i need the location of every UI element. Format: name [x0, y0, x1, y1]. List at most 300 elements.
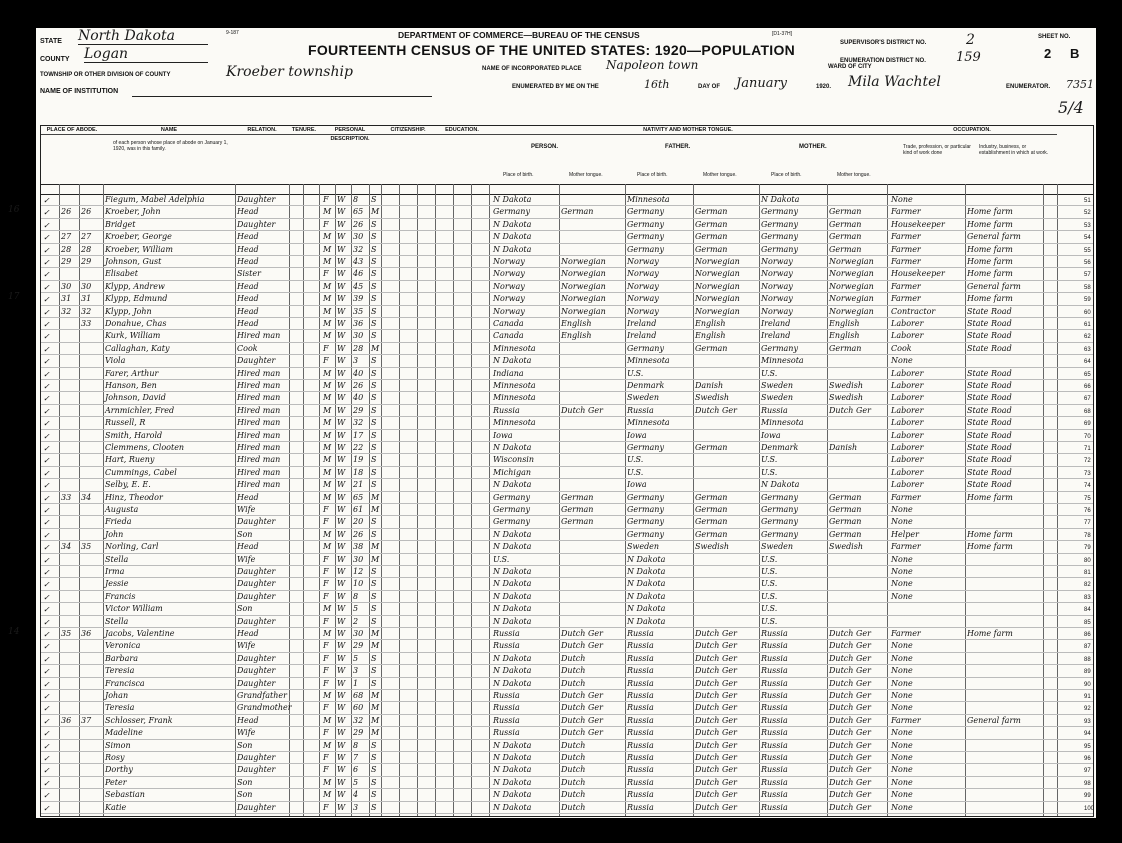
cell-mbirth: Russia	[761, 629, 788, 638]
cell-birth: Russia	[493, 703, 520, 713]
cell-name: Russell, R	[105, 418, 146, 428]
checkmark-icon: ✓	[43, 667, 50, 677]
cell-race: W	[337, 653, 346, 663]
person-tongue-head: Mother tongue.	[569, 172, 603, 178]
cell-race: W	[337, 356, 346, 366]
cell-name: Donahue, Chas	[105, 319, 167, 328]
table-row	[41, 789, 1093, 801]
cell-mbirth: Germany	[761, 517, 798, 527]
cell-family: 28	[81, 244, 92, 254]
cell-tongue: Dutch Ger	[561, 629, 603, 638]
cell-name: Dorthy	[105, 765, 133, 775]
checkmark-icon: ✓	[43, 654, 50, 664]
cell-tongue: Dutch	[561, 666, 586, 676]
cell-rel: Head	[237, 542, 259, 552]
cell-occ: Farmer	[891, 281, 921, 291]
cell-tongue: Dutch	[561, 802, 586, 812]
cell-birth: Norway	[493, 269, 525, 279]
cell-rel: Daughter	[237, 753, 276, 762]
cell-rel: Hired man	[237, 368, 281, 378]
margin-mark: 17	[8, 292, 20, 303]
cell-mbirth: Sweden	[761, 542, 794, 552]
cell-birth: Russia	[493, 641, 520, 651]
cell-mtongue: Dutch Ger	[829, 678, 871, 688]
cell-name: Teresia	[105, 666, 135, 676]
cell-occ: None	[891, 517, 913, 527]
cell-fbirth: Sweden	[627, 393, 660, 403]
cell-mtongue: Dutch Ger	[829, 728, 871, 738]
cell-mtongue: Dutch Ger	[829, 666, 871, 676]
cell-occ: Laborer	[891, 480, 924, 490]
cell-tongue: Norwegian	[561, 306, 606, 316]
cell-rel: Daughter	[237, 219, 276, 229]
cell-occ: Helper	[891, 529, 919, 539]
cell-ind: State Road	[967, 393, 1012, 403]
cell-mtongue: Swedish	[829, 381, 863, 390]
cell-age: 17	[353, 430, 364, 440]
cell-mtongue: Dutch Ger	[829, 691, 871, 700]
cell-age: 5	[353, 653, 359, 663]
table-row	[41, 268, 1093, 280]
table-row	[41, 603, 1093, 615]
cell-ms: S	[371, 443, 377, 452]
cell-mbirth: Russia	[761, 703, 788, 713]
line-number: 54	[1084, 235, 1091, 242]
cell-fbirth: U.S.	[627, 467, 644, 477]
cell-dwelling: 30	[61, 281, 72, 291]
cell-rel: Head	[237, 294, 259, 304]
cell-race: W	[337, 641, 346, 651]
cell-tongue: German	[561, 492, 594, 502]
cell-name: Callaghan, Katy	[105, 343, 170, 353]
enumerator-name: Mila Wachtel	[848, 74, 941, 90]
line-number: 80	[1084, 557, 1091, 564]
cell-family: 30	[81, 281, 92, 291]
cell-mtongue: Dutch Ger	[829, 703, 871, 713]
cell-ftongue: Swedish	[695, 542, 729, 552]
cell-family: 31	[81, 294, 92, 304]
cell-ms: S	[371, 653, 377, 663]
cell-birth: N Dakota	[493, 790, 532, 800]
cell-rel: Hired man	[237, 405, 281, 415]
cell-ms: S	[371, 455, 377, 465]
cell-name: Hart, Rueny	[105, 455, 155, 465]
department-line: DEPARTMENT OF COMMERCE—BUREAU OF THE CENSUS	[398, 30, 640, 40]
table-row	[41, 293, 1093, 305]
cell-ftongue: Dutch Ger	[695, 405, 737, 415]
cell-tongue: Dutch	[561, 740, 586, 750]
table-row	[41, 554, 1093, 566]
line-number: 93	[1084, 718, 1091, 725]
checkmark-icon: ✓	[43, 295, 50, 305]
cell-sex: M	[323, 281, 332, 291]
line-number: 70	[1084, 433, 1091, 440]
checkmark-icon: ✓	[43, 605, 50, 615]
cell-name: Katie	[105, 802, 127, 812]
place-label: NAME OF INCORPORATED PLACE	[482, 66, 582, 72]
cell-sex: M	[323, 529, 332, 539]
institution-line	[132, 96, 432, 97]
checkmark-icon: ✓	[43, 369, 50, 379]
cell-race: W	[337, 753, 346, 762]
cell-ind: Home farm	[967, 244, 1013, 254]
cell-race: W	[337, 281, 346, 291]
enumerated-month: January	[736, 76, 788, 91]
name-column-desc: of each person whose place of abode on January 1, 1920, was in this family.	[113, 140, 228, 152]
checkmark-icon: ✓	[43, 270, 50, 280]
cell-ms: S	[371, 219, 377, 229]
cell-tongue: Dutch	[561, 777, 586, 787]
cell-occ: None	[891, 666, 913, 676]
line-number: 62	[1084, 334, 1091, 341]
cell-mbirth: U.S.	[761, 591, 778, 601]
cell-race: W	[337, 691, 346, 700]
cell-occ: None	[891, 740, 913, 750]
cell-age: 26	[353, 381, 364, 390]
cell-birth: N Dakota	[493, 579, 532, 589]
cell-birth: Germany	[493, 207, 530, 217]
cell-fbirth: Germany	[627, 505, 664, 514]
line-number: 66	[1084, 384, 1091, 390]
cell-name: Fiegum, Mabel Adelphia	[105, 195, 205, 204]
cell-rel: Cook	[237, 343, 258, 353]
cell-sex: M	[323, 306, 332, 316]
cell-name: Johan	[105, 691, 129, 700]
cell-ftongue: English	[695, 319, 726, 328]
cell-birth: N Dakota	[493, 480, 532, 490]
cell-occ: Laborer	[891, 467, 924, 477]
cell-name: Rosy	[105, 753, 125, 762]
cell-age: 61	[353, 505, 364, 514]
cell-tongue: Norwegian	[561, 294, 606, 304]
line-number: 94	[1084, 731, 1091, 738]
cell-sex: F	[323, 678, 329, 688]
cell-age: 39	[353, 294, 364, 304]
cell-ms: S	[371, 381, 377, 390]
line-number: 91	[1084, 694, 1091, 700]
cell-fbirth: Russia	[627, 802, 654, 812]
township-value: Kroeber township	[226, 64, 353, 80]
group-citizenship: CITIZENSHIP.	[381, 126, 435, 135]
cell-rel: Hired man	[237, 467, 281, 477]
cell-ms: S	[371, 269, 377, 279]
cell-age: 60	[353, 703, 364, 713]
cell-name: Klypp, Andrew	[105, 281, 165, 291]
line-number: 65	[1084, 371, 1091, 378]
line-number: 69	[1084, 421, 1091, 428]
cell-birth: Russia	[493, 629, 520, 638]
checkmark-icon: ✓	[43, 679, 50, 689]
cell-sex: F	[323, 765, 329, 775]
cell-race: W	[337, 232, 346, 242]
cell-family: 29	[81, 257, 92, 266]
cell-mbirth: Sweden	[761, 381, 794, 390]
cell-birth: Germany	[493, 492, 530, 502]
line-number: 67	[1084, 396, 1091, 403]
line-number: 86	[1084, 632, 1091, 638]
cell-age: 65	[353, 207, 364, 217]
line-number: 61	[1084, 322, 1091, 328]
cell-age: 4	[353, 790, 359, 800]
cell-mbirth: U.S.	[761, 467, 778, 477]
line-number: 85	[1084, 619, 1091, 626]
cell-ftongue: Dutch Ger	[695, 641, 737, 651]
cell-dwelling: 34	[61, 542, 72, 552]
cell-mtongue: German	[829, 207, 862, 217]
cell-race: W	[337, 517, 346, 527]
cell-occ: Farmer	[891, 542, 921, 552]
cell-mbirth: Russia	[761, 691, 788, 700]
table-row	[41, 752, 1093, 764]
cell-ms: S	[371, 244, 377, 254]
cell-ind: State Road	[967, 343, 1012, 353]
cell-sex: M	[323, 492, 332, 502]
cell-ftongue: Dutch Ger	[695, 765, 737, 775]
cell-mbirth: Denmark	[761, 443, 799, 452]
father-tongue-head: Mother tongue.	[703, 172, 737, 178]
table-row	[41, 764, 1093, 776]
cell-age: 36	[353, 319, 364, 328]
cell-race: W	[337, 616, 346, 626]
cell-occ: Laborer	[891, 405, 924, 415]
cell-race: W	[337, 492, 346, 502]
cell-rel: Daughter	[237, 616, 276, 626]
cell-fbirth: N Dakota	[627, 591, 666, 601]
cell-ind: Home farm	[967, 269, 1013, 279]
cell-mbirth: Ireland	[761, 331, 791, 341]
cell-ftongue: Dutch Ger	[695, 753, 737, 762]
cell-birth: Minnesota	[493, 381, 536, 390]
cell-mtongue: Norwegian	[829, 281, 874, 291]
cell-age: 43	[353, 257, 364, 266]
cell-tongue: English	[561, 319, 592, 328]
cell-ms: S	[371, 678, 377, 688]
cell-name: Frieda	[105, 517, 132, 527]
cell-ftongue: German	[695, 244, 728, 254]
cell-race: W	[337, 319, 346, 328]
cell-name: Hinz, Theodor	[105, 492, 163, 502]
cell-rel: Hired man	[237, 455, 281, 465]
cell-fbirth: Russia	[627, 678, 654, 688]
checkmark-icon: ✓	[43, 778, 50, 788]
cell-tongue: Dutch Ger	[561, 703, 603, 713]
cell-rel: Daughter	[237, 765, 276, 775]
cell-birth: N Dakota	[493, 356, 532, 366]
cell-mtongue: German	[829, 232, 862, 242]
cell-name: Elisabet	[105, 269, 138, 279]
cell-age: 8	[353, 591, 359, 601]
line-number: 57	[1084, 272, 1091, 279]
cell-birth: N Dakota	[493, 244, 532, 254]
cell-ms: S	[371, 517, 377, 527]
checkmark-icon: ✓	[43, 803, 50, 813]
cell-name: Augusta	[105, 505, 139, 514]
cell-name: Schlosser, Frank	[105, 715, 173, 725]
cell-ftongue: Dutch Ger	[695, 678, 737, 688]
cell-mbirth: Russia	[761, 753, 788, 762]
cell-sex: M	[323, 430, 332, 440]
cell-ms: M	[371, 691, 380, 700]
line-number: 59	[1084, 297, 1091, 304]
cell-ms: S	[371, 405, 377, 415]
cell-birth: N Dakota	[493, 567, 532, 576]
cell-ms: S	[371, 306, 377, 316]
cell-race: W	[337, 666, 346, 676]
cell-birth: Norway	[493, 294, 525, 304]
mother-birth-head: Place of birth.	[771, 172, 802, 178]
form-number: 9-187	[226, 30, 239, 36]
checkmark-icon: ✓	[43, 320, 50, 329]
cell-name: Veronica	[105, 641, 141, 651]
cell-age: 30	[353, 331, 364, 341]
cell-family: 33	[81, 319, 92, 328]
table-row	[41, 256, 1093, 268]
line-number: 81	[1084, 570, 1091, 576]
cell-ms: S	[371, 430, 377, 440]
cell-ftongue: Norwegian	[695, 281, 740, 291]
group-education: EDUCATION.	[435, 126, 489, 135]
cell-birth: N Dakota	[493, 777, 532, 787]
cell-sex: M	[323, 715, 332, 725]
cell-sex: M	[323, 740, 332, 750]
cell-mtongue: Norwegian	[829, 294, 874, 304]
cell-ftongue: German	[695, 492, 728, 502]
cell-ms: S	[371, 740, 377, 750]
corner-mark: 5/4	[1058, 98, 1084, 117]
line-number: 100	[1084, 805, 1095, 812]
cell-sex: M	[323, 542, 332, 552]
cell-ftongue: Dutch Ger	[695, 728, 737, 738]
cell-ms: M	[371, 554, 380, 564]
line-number: 79	[1084, 545, 1091, 552]
cell-dwelling: 36	[61, 715, 72, 725]
stamp-number: 7351	[1066, 78, 1094, 91]
cell-birth: Norway	[493, 281, 525, 291]
cell-occ: None	[891, 765, 913, 775]
table-row	[41, 430, 1093, 442]
table-row	[41, 492, 1093, 504]
cell-ind: State Road	[967, 455, 1012, 465]
cell-birth: N Dakota	[493, 616, 532, 626]
cell-race: W	[337, 579, 346, 589]
line-number: 72	[1084, 458, 1091, 465]
cell-sex: M	[323, 207, 332, 217]
enumerated-day: 16th	[644, 78, 670, 91]
line-number: 52	[1084, 210, 1091, 217]
line-number: 60	[1084, 309, 1091, 316]
cell-sex: M	[323, 405, 332, 415]
person-birth-head: Place of birth.	[503, 172, 534, 178]
cell-ind: General farm	[967, 232, 1021, 242]
cell-sex: F	[323, 195, 329, 204]
checkmark-icon: ✓	[43, 196, 50, 205]
cell-race: W	[337, 802, 346, 812]
cell-rel: Head	[237, 244, 259, 254]
cell-ms: S	[371, 232, 377, 242]
cell-occ: None	[891, 554, 913, 564]
cell-ind: General farm	[967, 281, 1021, 291]
cell-sex: M	[323, 244, 332, 254]
checkmark-icon: ✓	[43, 481, 50, 491]
cell-race: W	[337, 678, 346, 688]
checkmark-icon: ✓	[43, 468, 50, 478]
cell-name: Madeline	[105, 728, 143, 738]
cell-dwelling: 33	[61, 492, 72, 502]
cell-age: 5	[353, 777, 359, 787]
cell-rel: Son	[237, 777, 253, 787]
cell-race: W	[337, 269, 346, 279]
cell-birth: Germany	[493, 505, 530, 514]
cell-mtongue: Norwegian	[829, 269, 874, 279]
cell-occ: None	[891, 678, 913, 688]
cell-tongue: Norwegian	[561, 269, 606, 279]
cell-rel: Daughter	[237, 591, 276, 601]
cell-birth: N Dakota	[493, 232, 532, 242]
cell-ind: State Road	[967, 480, 1012, 490]
line-number: 83	[1084, 594, 1091, 601]
cell-ms: M	[371, 703, 380, 713]
cell-mbirth: Russia	[761, 678, 788, 688]
cell-mbirth: Germany	[761, 219, 798, 229]
cell-tongue: Dutch Ger	[561, 641, 603, 651]
cell-fbirth: Norway	[627, 257, 659, 266]
cell-name: Simon	[105, 740, 131, 750]
line-number: 99	[1084, 793, 1091, 800]
cell-mbirth: Minnesota	[761, 418, 804, 428]
cell-occ: None	[891, 195, 913, 204]
cell-race: W	[337, 343, 346, 353]
cell-fbirth: N Dakota	[627, 554, 666, 564]
cell-mtongue: Dutch Ger	[829, 753, 871, 762]
cell-ms: S	[371, 467, 377, 477]
cell-birth: N Dakota	[493, 529, 532, 539]
cell-occ: Cook	[891, 343, 912, 353]
cell-birth: N Dakota	[493, 591, 532, 601]
cell-mbirth: Germany	[761, 343, 798, 353]
cell-fbirth: Germany	[627, 207, 664, 217]
cell-race: W	[337, 195, 346, 204]
cell-fbirth: N Dakota	[627, 604, 666, 614]
mother-tongue-head: Mother tongue.	[837, 172, 871, 178]
cell-sex: M	[323, 393, 332, 403]
cell-name: Stella	[105, 554, 129, 564]
checkmark-icon: ✓	[43, 344, 50, 354]
cell-mtongue: Norwegian	[829, 257, 874, 266]
table-row	[41, 727, 1093, 739]
cell-dwelling: 26	[61, 207, 72, 217]
table-row	[41, 777, 1093, 789]
cell-sex: M	[323, 629, 332, 638]
cell-mbirth: N Dakota	[761, 195, 800, 204]
cell-name: Hanson, Ben	[105, 381, 157, 390]
cell-sex: M	[323, 418, 332, 428]
cell-ind: State Road	[967, 467, 1012, 477]
group-personal: PERSONAL DESCRIPTION.	[319, 126, 381, 135]
cell-age: 7	[353, 753, 359, 762]
cell-age: 68	[353, 691, 364, 700]
cell-age: 32	[353, 418, 364, 428]
cell-birth: U.S.	[493, 554, 510, 564]
checkmark-icon: ✓	[43, 592, 50, 602]
cell-fbirth: Germany	[627, 443, 664, 452]
cell-sex: M	[323, 777, 332, 787]
cell-dwelling: 28	[61, 244, 72, 254]
census-sheet	[8, 28, 1096, 818]
checkmark-icon: ✓	[43, 642, 50, 652]
cell-occ: None	[891, 691, 913, 700]
state-value: North Dakota	[78, 28, 208, 45]
table-row	[41, 529, 1093, 541]
